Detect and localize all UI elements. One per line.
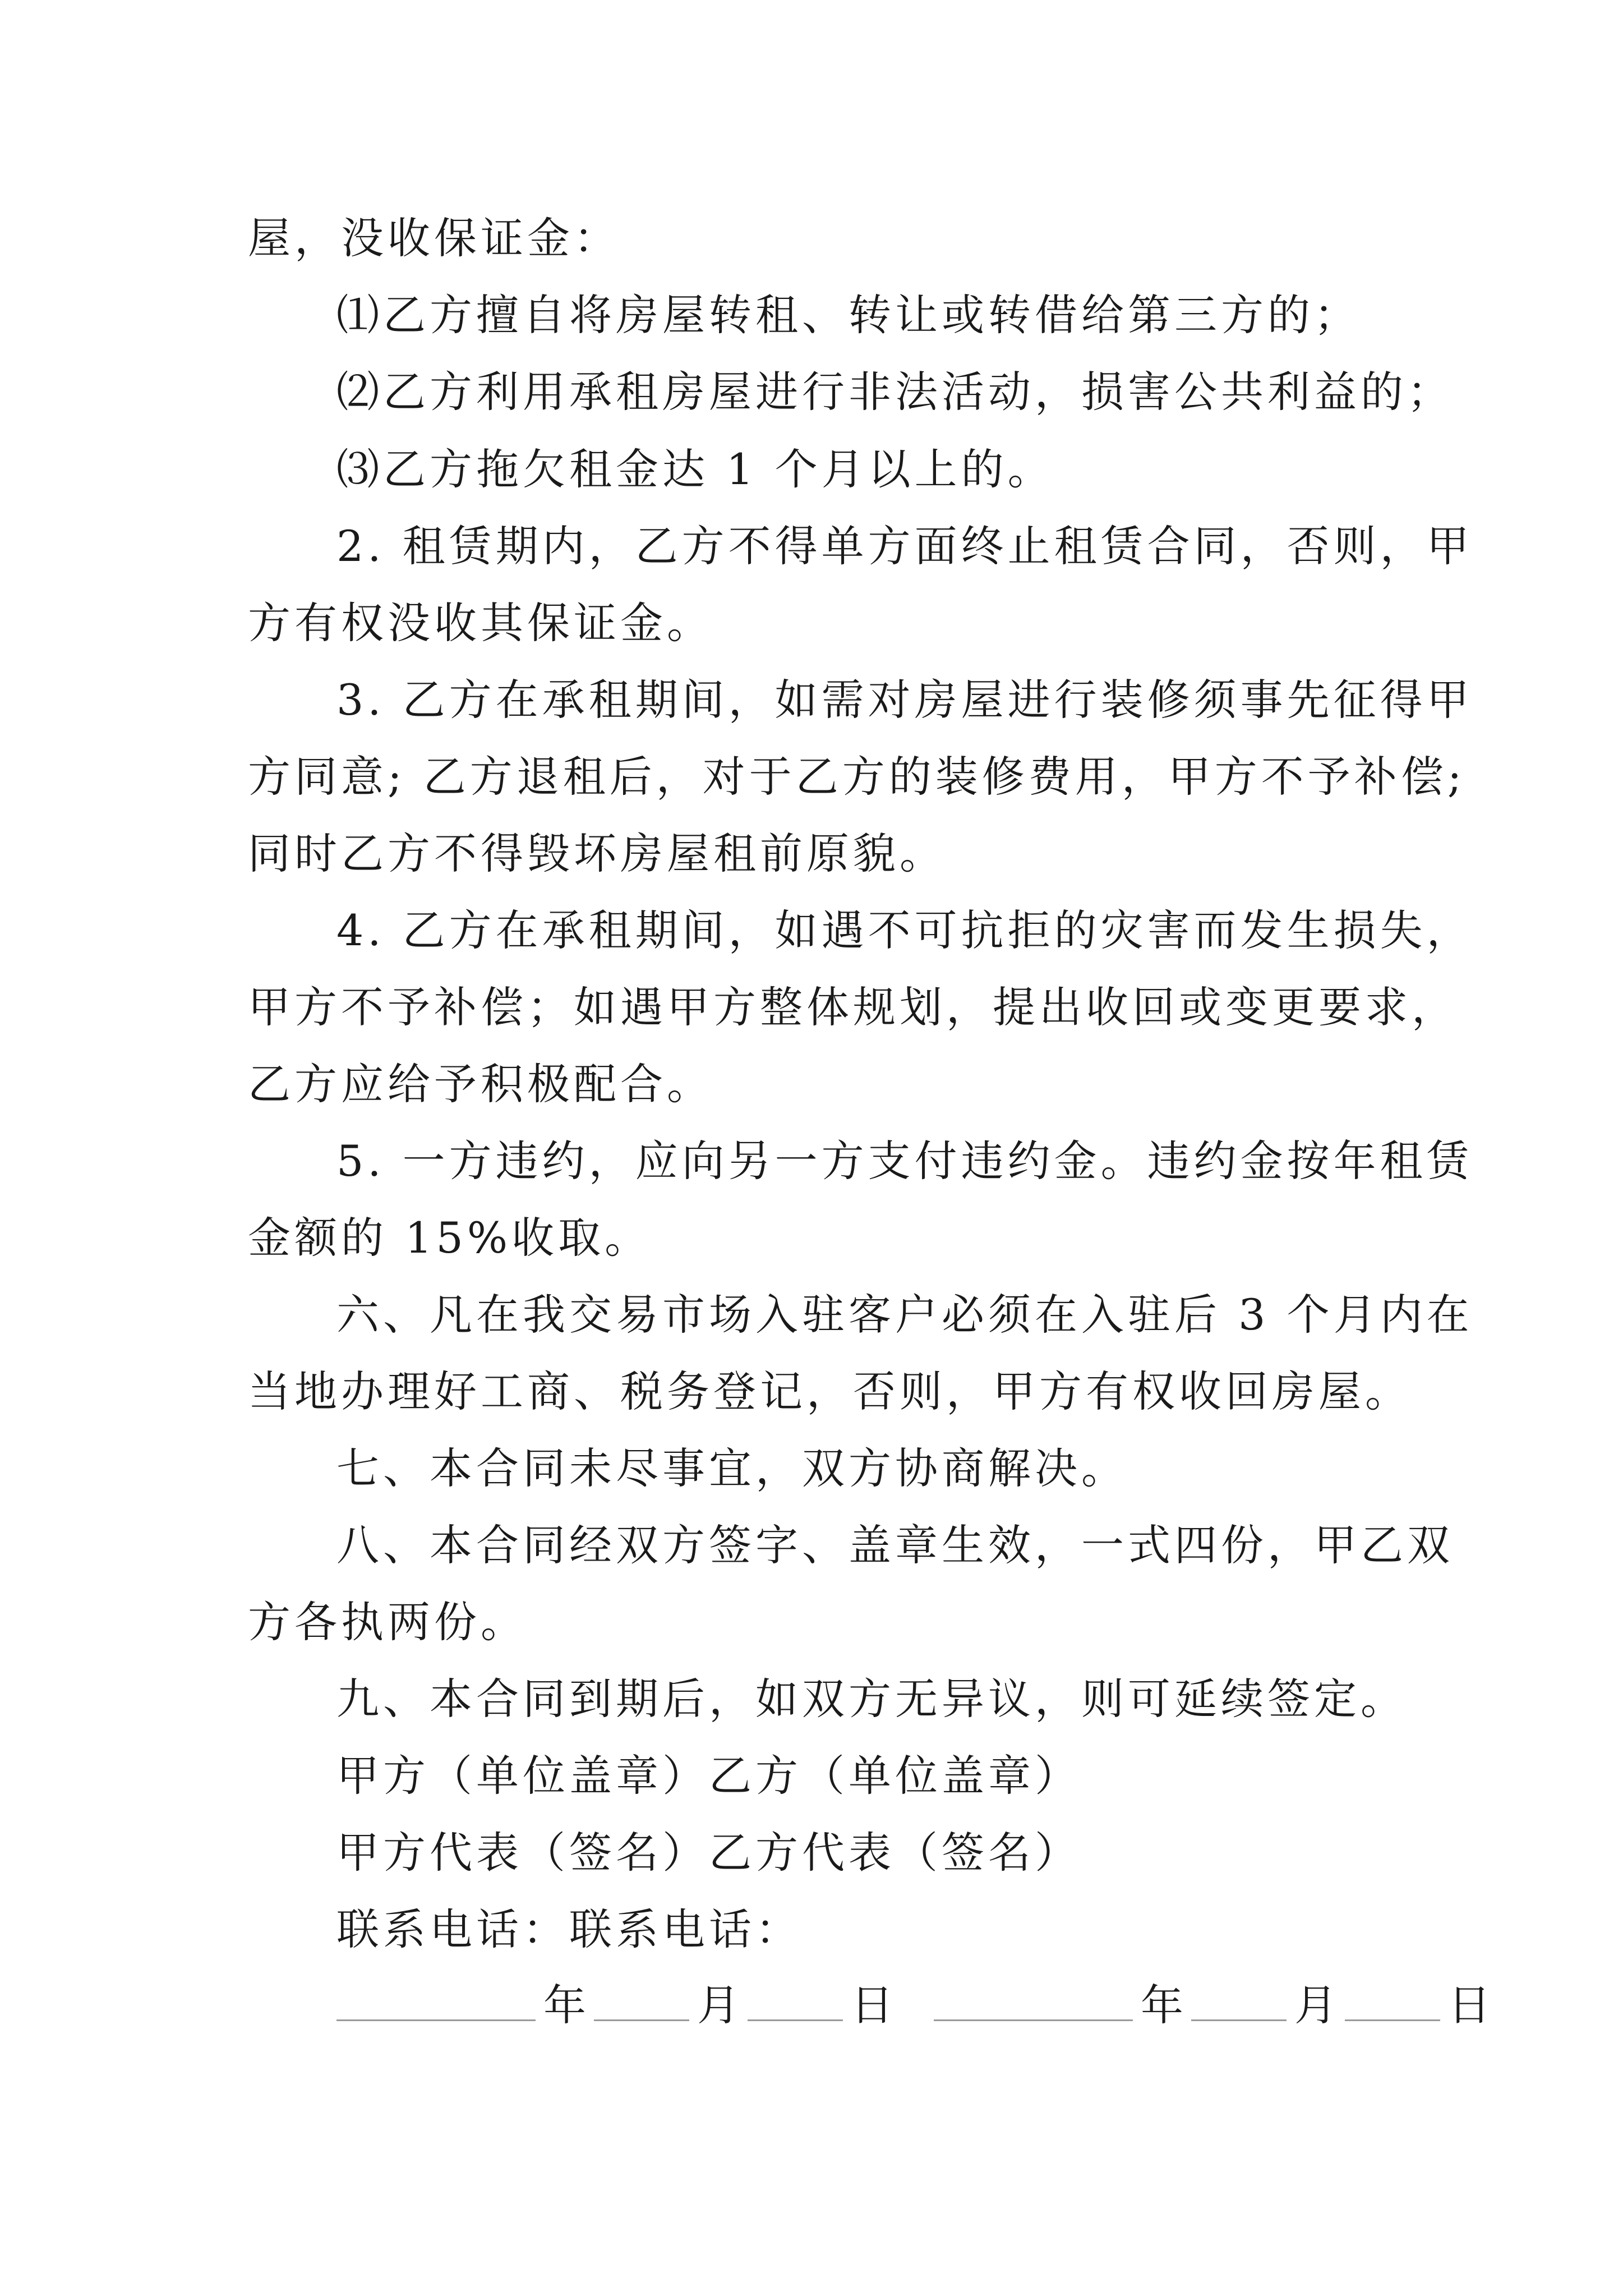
month-blank — [1191, 1980, 1287, 2021]
text-line: 七、本合同未尽事宜，双方协商解决。 — [336, 1443, 1128, 1493]
text-line: 屋，没收保证金： — [248, 213, 620, 263]
year-label: 年 — [543, 1980, 586, 2030]
text-line: 甲方不予补偿；如遇甲方整体规划，提出收回或变更要求， — [248, 982, 1458, 1032]
year-blank — [336, 1980, 536, 2021]
text-line: 九、本合同到期后，如双方无异议，则可延续签定。 — [336, 1674, 1407, 1724]
day-label: 日 — [1448, 1980, 1491, 2030]
text-line: 当地办理好工商、税务登记，否则，甲方有权收回房屋。 — [248, 1366, 1412, 1416]
text-line: ⑶乙方拖欠租金达 1 个月以上的。 — [336, 444, 1054, 494]
text-line: 方各执两份。 — [248, 1597, 527, 1647]
month-blank — [594, 1980, 689, 2021]
text-line: 5. 一方违约，应向另一方支付违约金。违约金按年租赁 — [336, 1136, 1473, 1186]
text-line: 乙方应给予积极配合。 — [248, 1059, 713, 1109]
signature-rep-line: 甲方代表（签名）乙方代表（签名） — [336, 1828, 1081, 1878]
contact-phone-line: 联系电话：联系电话： — [336, 1904, 802, 1954]
signature-party-line: 甲方（单位盖章）乙方（单位盖章） — [336, 1751, 1081, 1801]
text-line: 2. 租赁期内，乙方不得单方面终止租赁合同，否则，甲 — [336, 521, 1473, 571]
text-line: 金额的 15%收取。 — [248, 1213, 652, 1263]
text-line: ⑴乙方擅自将房屋转租、转让或转借给第三方的； — [336, 290, 1361, 340]
text-line: 同时乙方不得毁坏房屋租前原貌。 — [248, 829, 946, 878]
day-blank — [748, 1980, 843, 2021]
year-label: 年 — [1141, 1980, 1183, 2030]
month-label: 月 — [1294, 1980, 1337, 2030]
day-blank — [1345, 1980, 1440, 2021]
text-line: 方有权没收其保证金。 — [248, 598, 713, 648]
text-line: 4. 乙方在承租期间，如遇不可抗拒的灾害而发生损失， — [336, 905, 1473, 955]
text-line: 八、本合同经双方签字、盖章生效，一式四份，甲乙双 — [336, 1520, 1454, 1570]
text-line: ⑵乙方利用承租房屋进行非法活动，损害公共利益的； — [336, 367, 1454, 417]
text-line: 方同意; 乙方退租后，对于乙方的装修费用，甲方不予补偿; — [248, 752, 1466, 802]
date-line — [336, 1980, 1498, 2031]
month-label: 月 — [697, 1980, 740, 2030]
text-line: 3. 乙方在承租期间，如需对房屋进行装修须事先征得甲 — [336, 675, 1473, 725]
year-blank — [934, 1980, 1133, 2021]
text-line: 六、凡在我交易市场入驻客户必须在入驻后 3 个月内在 — [336, 1290, 1473, 1340]
day-label: 日 — [851, 1980, 893, 2030]
